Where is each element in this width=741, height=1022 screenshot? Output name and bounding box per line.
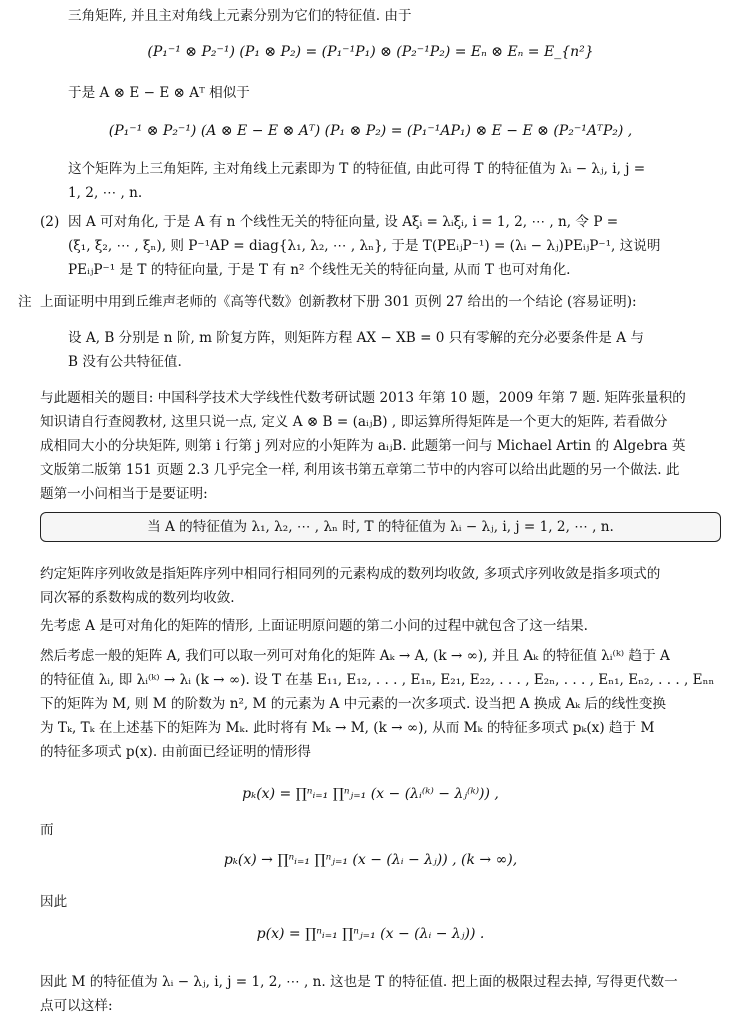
- note-text: 上面证明中用到丘维声老师的《高等代数》创新教材下册 301 页例 27 给出的一个结论 (容易证明):: [40, 294, 637, 310]
- paragraph-text: 1, 2, ⋯ , n.: [68, 185, 143, 201]
- note-label: 注: [18, 294, 32, 310]
- equation-similarity: (P₁⁻¹ ⊗ P₂⁻¹) (A ⊗ E − E ⊗ Aᵀ) (P₁ ⊗ P₂) = (P₁⁻¹AP₁) ⊗ E − E ⊗ (P₂⁻¹AᵀP₂) ,: [108, 123, 633, 139]
- paragraph-text: 与此题相关的题目: 中国科学技术大学线性代数考研试题 2013 年第 10 题，2009 年第 7 题. 矩阵张量积的: [40, 390, 686, 406]
- paragraph-text: 的特征多项式 p(x). 由前面已经证明的情形得: [40, 744, 312, 760]
- boxed-statement-text: 当 A 的特征值为 λ₁, λ₂, ⋯ , λₙ 时, T 的特征值为 λᵢ − λⱼ, i, j = 1, 2, ⋯ , n.: [147, 519, 614, 535]
- equation-pk: pₖ(x) = ∏ⁿᵢ₌₁ ∏ⁿⱼ₌₁ (x − (λᵢ⁽ᵏ⁾ − λⱼ⁽ᵏ⁾)) ,: [242, 786, 499, 802]
- paragraph-text: 这个矩阵为上三角矩阵, 主对角线上元素即为 T 的特征值, 由此可得 T 的特征值为 λᵢ − λⱼ, i, j =: [68, 161, 646, 177]
- paragraph-text: 文版第二版第 151 页题 2.3 几乎完全一样, 利用该书第五章第二节中的内容可以给出此题的另一个做法. 此: [40, 462, 680, 478]
- paragraph-text: 先考虑 A 是可对角化的矩阵的情形, 上面证明原问题的第二小问的过程中就包含了这一结果.: [40, 618, 588, 634]
- equation-p: p(x) = ∏ⁿᵢ₌₁ ∏ⁿⱼ₌₁ (x − (λᵢ − λⱼ)) .: [256, 926, 485, 942]
- paragraph-text: 因 A 可对角化, 于是 A 有 n 个线性无关的特征向量, 设 Aξᵢ = λᵢξᵢ, i = 1, 2, ⋯ , n, 令 P =: [68, 214, 619, 230]
- equation-kronecker-inverse: (P₁⁻¹ ⊗ P₂⁻¹) (P₁ ⊗ P₂) = (P₁⁻¹P₁) ⊗ (P₂⁻¹P₂) = Eₙ ⊗ Eₙ = E_{n²}: [147, 44, 594, 60]
- paragraph-text: 成相同大小的分块矩阵, 则第 i 行第 j 列对应的小矩阵为 aᵢⱼB. 此题第一问与 Michael Artin 的 Algebra 英: [40, 438, 686, 454]
- quoted-theorem: B 没有公共特征值.: [68, 354, 182, 370]
- paragraph-text: 的特征值 λᵢ, 即 λᵢ⁽ᵏ⁾ → λᵢ (k → ∞). 设 T 在基 E₁₁, E₁₂, . . . , E₁ₙ, E₂₁, E₂₂, . . . , E₂ₙ, . . . , Eₙ₁, Eₙ₂, . . . , Eₙₙ: [40, 672, 715, 688]
- paragraph-text: (ξ₁, ξ₂, ⋯ , ξₙ), 则 P⁻¹AP = diag{λ₁, λ₂, ⋯ , λₙ}, 于是 T(PEᵢⱼP⁻¹) = (λᵢ − λⱼ)PEᵢⱼP⁻¹, 这说明: [68, 238, 661, 254]
- paragraph-text: PEᵢⱼP⁻¹ 是 T 的特征向量, 于是 T 有 n² 个线性无关的特征向量, 从而 T 也可对角化.: [68, 262, 571, 278]
- paragraph-text: 为 Tₖ, Tₖ 在上述基下的矩阵为 Mₖ. 此时将有 Mₖ → M, (k → ∞), 从而 Mₖ 的特征多项式 pₖ(x) 趋于 M: [40, 720, 655, 736]
- paragraph-text: 下的矩阵为 M, 则 M 的阶数为 n², M 的元素为 A 中元素的一次多项式. 设当把 A 换成 Aₖ 后的线性变换: [40, 696, 667, 712]
- paragraph-text: 然后考虑一般的矩阵 A, 我们可以取一列可对角化的矩阵 Aₖ → A, (k → ∞), 并且 Aₖ 的特征值 λᵢ⁽ᵏ⁾ 趋于 A: [40, 648, 670, 664]
- paragraph-text: 于是 A ⊗ E − E ⊗ Aᵀ 相似于: [68, 85, 250, 101]
- boxed-statement: [40, 512, 721, 542]
- paragraph-text: 而: [40, 822, 54, 838]
- paragraph-text: 因此 M 的特征值为 λᵢ − λⱼ, i, j = 1, 2, ⋯ , n. 这也是 T 的特征值. 把上面的极限过程去掉, 写得更代数一: [40, 974, 678, 990]
- paragraph-text: 三角矩阵, 并且主对角线上元素分别为它们的特征值. 由于: [68, 8, 412, 24]
- item-label: (2): [40, 214, 60, 230]
- quoted-theorem: 设 A, B 分别是 n 阶, m 阶复方阵，则矩阵方程 AX − XB = 0 只有零解的充分必要条件是 A 与: [68, 330, 644, 346]
- paragraph-text: 题第一小问相当于是要证明:: [40, 486, 208, 502]
- paragraph-text: 知识请自行查阅教材, 这里只说一点, 定义 A ⊗ B = (aᵢⱼB) , 即运算所得矩阵是一个更大的矩阵, 若看做分: [40, 414, 668, 430]
- paragraph-text: 同次幂的系数构成的数列均收敛.: [40, 590, 235, 606]
- paragraph-text: 点可以这样:: [40, 998, 113, 1014]
- paragraph-text: 因此: [40, 894, 68, 910]
- equation-pk-limit: pₖ(x) → ∏ⁿᵢ₌₁ ∏ⁿⱼ₌₁ (x − (λᵢ − λⱼ)) , (k → ∞),: [223, 852, 518, 868]
- paragraph-text: 约定矩阵序列收敛是指矩阵序列中相同行相同列的元素构成的数列均收敛, 多项式序列收敛是指多项式的: [40, 566, 661, 582]
